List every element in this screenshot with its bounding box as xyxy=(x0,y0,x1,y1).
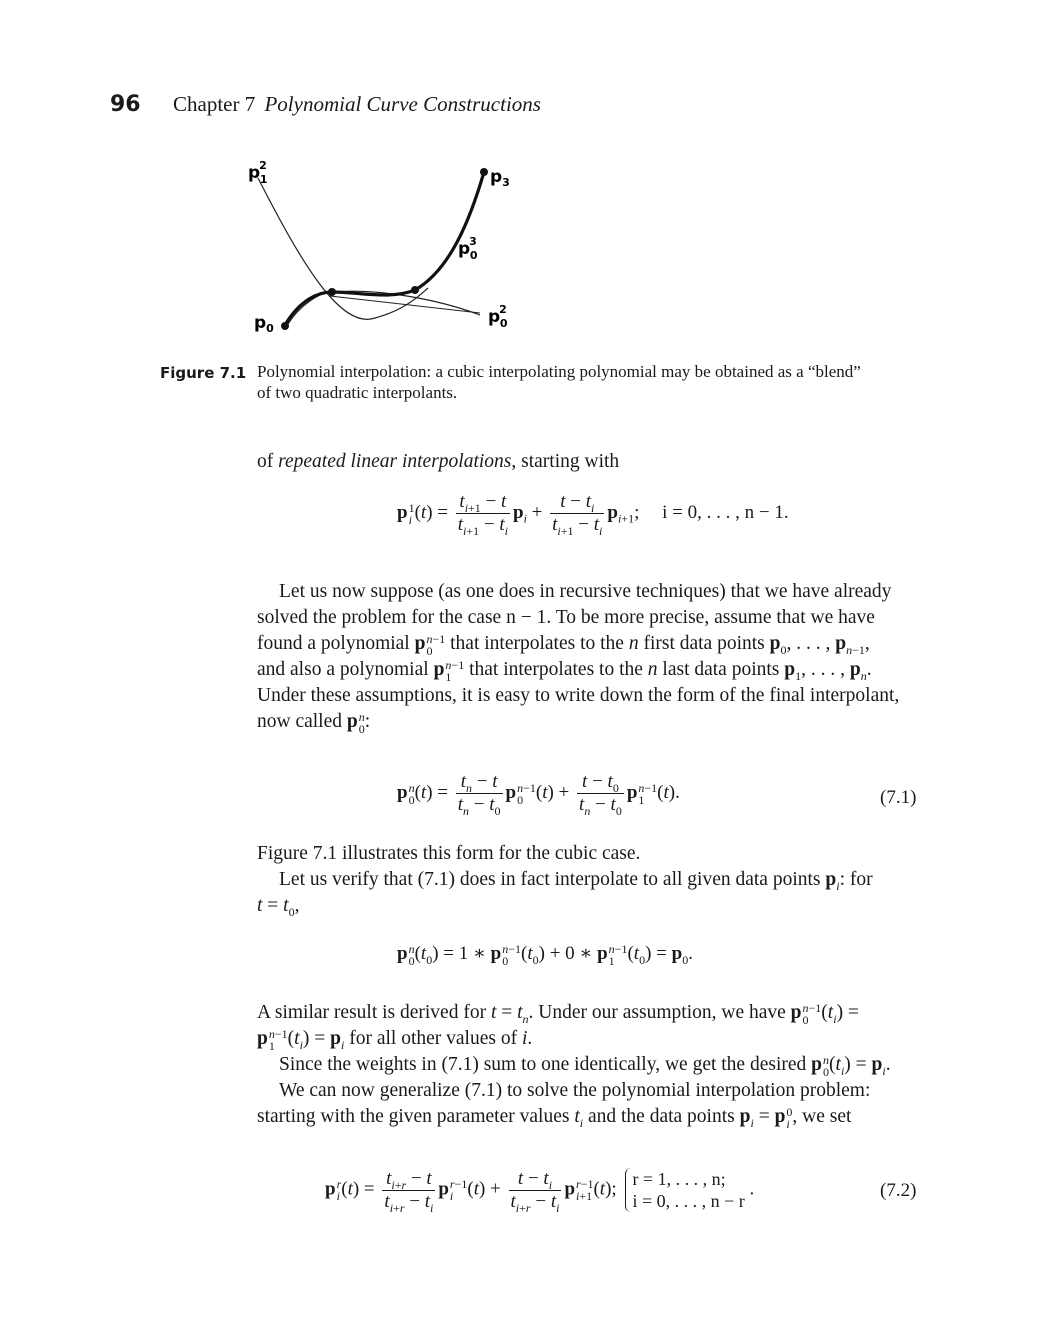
equation-check: p n 0 $(t_0) = 1$ ∗ p n−1 0 $(t_0) + 0$ ∗ p n−1 1 $(t_0) = p_0$. xyxy=(397,941,693,968)
label-p02: p2 0 xyxy=(488,303,508,330)
page-number: 96 xyxy=(110,92,141,117)
equation-number-7-1: (7.1) xyxy=(880,787,917,808)
label-p3: $p_3$ xyxy=(490,167,510,189)
label-p03: p3 0 xyxy=(458,235,478,262)
running-head xyxy=(173,92,541,117)
paragraph-3: Figure 7.1 illustrates this form for the cubic case. Let us verify that (7.1) does in fact interpolate to all given data points $p_i$: for $t = t_0$, xyxy=(257,843,873,919)
figure-caption xyxy=(257,361,947,403)
equation-7-2: p r i (t) = $\frac{t_{i+r} - t}{t_{i+r} - t_i}$ p r−1 i (t) + $\frac{t - t_i}{t_{i+r} - t_i}$ p r−1 i+1 (t); r = 1, . . . , n; i = 0, . . . , n − r . xyxy=(325,1167,755,1215)
paragraph-2: Let us now suppose (as one does in recursive techniques) that we have already solved the problem for the case n − 1. To be more precise, assume that we have found a polynomial p n−1 0 that interpolates to the n first data points $p_0$, . . . , $p_{n-1}$, and also a polynomial p n−1 1 that interpolates to the n last data points $p_1$, . . . , $p_n$. Under these assumptions, it is easy to write down the form of the final interpolant, now called p n 0 : xyxy=(257,581,900,736)
line-p0-p02 xyxy=(330,296,480,313)
equation-7-1: p n 0 (t) = $\frac{t_n - t}{t_n - t_0}$ p n−1 0 (t) + $\frac{t - t_0}{t_n - t_0}$ p n−1 1 (t). xyxy=(397,771,680,818)
equation-7-2-cases: r = 1, . . . , n; i = 0, . . . , n − r xyxy=(625,1168,744,1212)
caption-line-1: Polynomial interpolation: a cubic interpolating polynomial may be obtained as a “blend” xyxy=(257,362,861,381)
equation-linear: p 1 i (t) = $\frac{t_{i+1} - t}{t_{i+1} - t_i}$ $p_i$ + $\frac{t - t_i}{t_{i+1} - t_i}$ $p_{i+1}$; i = 0, . . . , n − 1. xyxy=(397,491,789,538)
quadratic-curve-right xyxy=(258,178,428,319)
point-p3 xyxy=(480,168,488,176)
chapter-number: Chapter 7 xyxy=(173,92,256,116)
label-p12: p2 1 xyxy=(248,159,268,186)
point-p0 xyxy=(281,322,289,330)
figure-caption-label: Figure 7.1 xyxy=(160,364,247,382)
equation-number-7-2: (7.2) xyxy=(880,1180,917,1201)
chapter-title: Polynomial Curve Constructions xyxy=(264,92,541,116)
caption-line-2: of two quadratic interpolants. xyxy=(257,383,458,402)
paragraph-4: A similar result is derived for $t = t_n$. Under our assumption, we have p n−1 0 $(t_i)$ = p n−1 1 $(t_i) = p_i$ for all other values of i. Since the weights in (7.1) sum to one identically, we get the desired p n 0 $(t_i) = p_i$. We can now generalize (7.1) to solve the polynomial interpolation problem: starting with the given parameter values $t_i$ and the data points $p_i = p$ 0 i , we set xyxy=(257,1000,891,1131)
point-p2 xyxy=(411,286,419,294)
label-p0: $p_0$ xyxy=(254,313,274,335)
paragraph-1: of repeated linear interpolations, starting with xyxy=(257,451,620,472)
figure-7-1 xyxy=(240,150,540,350)
point-p1 xyxy=(328,288,336,296)
